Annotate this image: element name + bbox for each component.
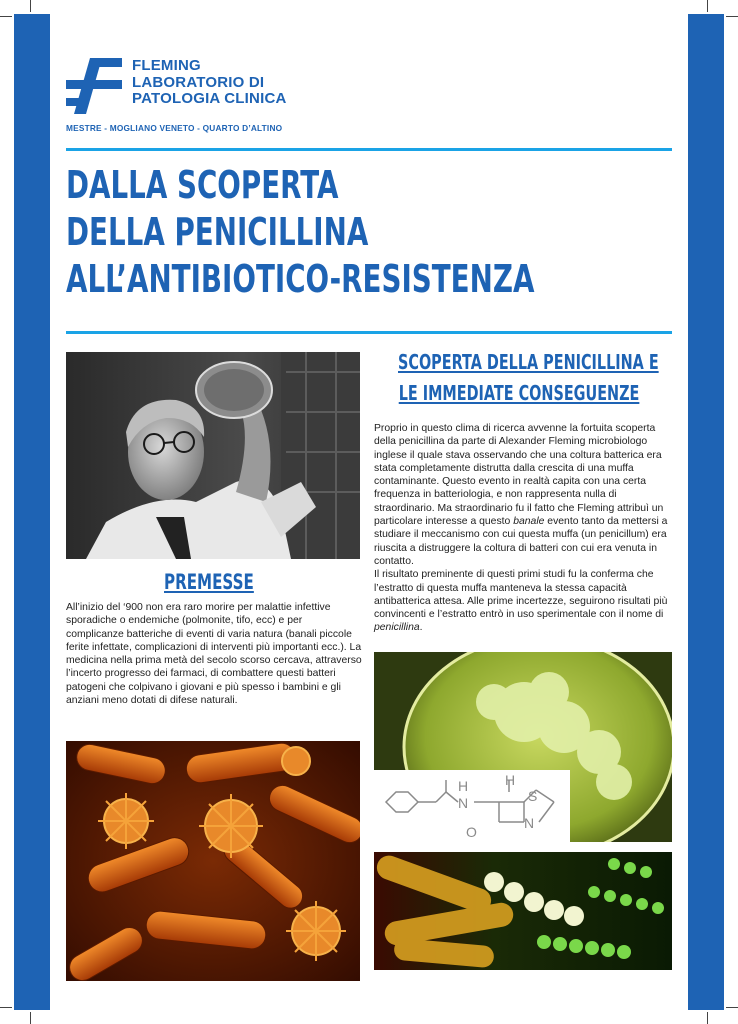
top-rule bbox=[66, 148, 672, 151]
formula-h-2: H bbox=[505, 772, 516, 788]
scoperta-heading-line-1: SCOPERTA DELLA PENICILLINA E bbox=[398, 350, 659, 374]
title-line-3: ALL’ANTIBIOTICO-RESISTENZA bbox=[66, 257, 535, 301]
bacteria-micrograph bbox=[374, 852, 672, 970]
alexander-fleming-photo bbox=[66, 352, 360, 559]
title-line-2: DELLA PENICILLINA bbox=[66, 210, 369, 254]
formula-n-2: N bbox=[524, 815, 535, 831]
premesse-text bbox=[66, 601, 362, 707]
premesse-paragraph: All’inizio del ‘900 non era raro morire per malattie infettive sporadiche o endemiche (polmonite, tifo, ecc) e per complicanze batteriche di eventi di varia natura (banali piccole ferite infettate, complicazioni di interventi più importanti ecc.). La medicina nella prima metà del secolo scorso cercava, attraverso l’incerto progresso dei farmaci, di combattere questi batteri patogeni che colpivano i giovani e più spesso i bambini e gli anziani meno dotati di difese naturali. bbox=[66, 602, 362, 707]
formula-n-1: N bbox=[458, 795, 469, 811]
scoperta-heading bbox=[398, 347, 659, 409]
title-rule bbox=[66, 331, 672, 334]
scoperta-p1-part-a: Proprio in questo clima di ricerca avvenne la fortuita scoperta della penicillina da parte di Alexander Fleming microbiologo inglese il quale stava osservando che una coltura batterica era stata completamente distrutta dalla crescita di una muffa contaminante. Questo evento in realtà capita con una certa frequenza in batteriologia, e non rappresenta nulla di straordinario. Ma straordinario fu il fatto che Fleming attribuì un particolare interesse a questo bbox=[374, 423, 664, 528]
right-blue-band bbox=[688, 14, 724, 1010]
fleming-cross-logo-icon bbox=[66, 58, 124, 114]
formula-o: O bbox=[466, 824, 477, 840]
formula-s: S bbox=[528, 788, 538, 804]
locations-line: MESTRE - MOGLIANO VENETO - QUARTO D’ALTINO bbox=[66, 123, 283, 133]
left-blue-band bbox=[14, 14, 50, 1010]
title-line-1: DALLA SCOPERTA bbox=[66, 163, 339, 207]
logo-text bbox=[132, 58, 287, 108]
formula-h-1: H bbox=[458, 778, 469, 794]
scoperta-p2-part-a: Il risultato preminente di questi primi studi fu la conferma che l’estratto di questa muffa manteneva la stessa capacità antibatterica attesa. Alle prime incertezze, seguirono risultati più convincenti e l’estratto entrò in uso sperimentale con il nome di bbox=[374, 569, 668, 621]
scoperta-text bbox=[374, 422, 674, 635]
scoperta-p1-emphasis: banale bbox=[513, 516, 545, 528]
logo-line-3: PATOLOGIA CLINICA bbox=[132, 90, 287, 107]
page-title bbox=[66, 162, 535, 303]
scoperta-heading-line-2: LE IMMEDIATE CONSEGUENZE bbox=[398, 381, 640, 405]
bacteria-illustration bbox=[66, 741, 360, 981]
premesse-heading: PREMESSE bbox=[164, 570, 254, 594]
scoperta-p2-emphasis: penicillina bbox=[374, 622, 420, 634]
scoperta-p2-part-b: . bbox=[419, 622, 423, 634]
logo-line-2: LABORATORIO DI bbox=[132, 73, 265, 91]
logo-line-1: FLEMING bbox=[132, 57, 201, 74]
scoperta-paragraph-2 bbox=[374, 568, 674, 634]
lab-logo bbox=[66, 58, 316, 114]
scoperta-p1-part-b: evento tanto da mettersi a studiare il meccanismo con cui questa muffa (un penicillum) era riuscita a distruggere la coltura di batteri con cui era venuta in contatto. bbox=[374, 516, 668, 567]
scoperta-paragraph-1 bbox=[374, 422, 674, 568]
penicillin-culture-photo bbox=[374, 652, 672, 842]
